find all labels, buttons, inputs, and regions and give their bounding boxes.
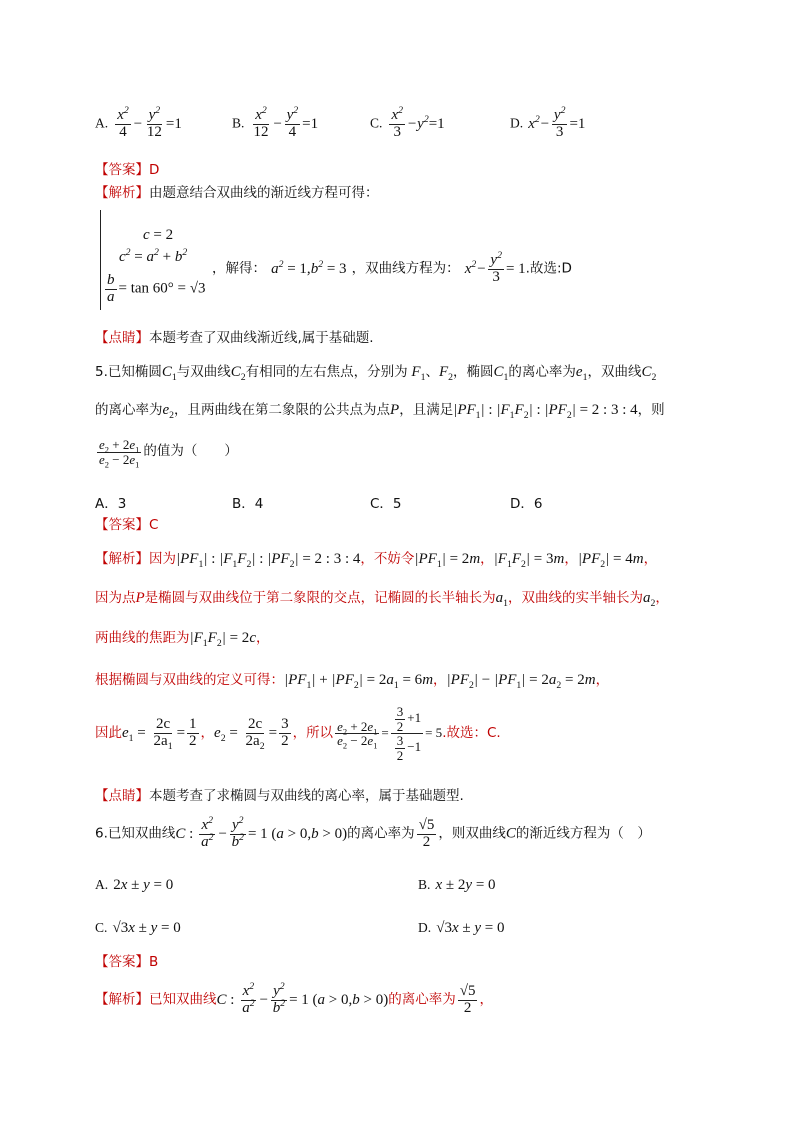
q6-option-c: C. √3x ± y = 0 (95, 920, 181, 936)
comment-label: 【点睛】 (95, 330, 149, 346)
stem-text: 的离心率为 (508, 364, 576, 380)
solution-text: ，不妨令 (360, 551, 415, 567)
stem-text: ，则 (637, 402, 665, 418)
answer-value: B (149, 954, 159, 970)
stem-text: 与双曲线 (176, 364, 231, 380)
solution-text: 根据椭圆与双曲线的定义可得： (95, 672, 284, 688)
option-label: D. (510, 115, 524, 131)
q6-option-d: D. √3x ± y = 0 (418, 920, 505, 936)
q4-option-c: C. $\frac{x^2}{3}$ $-y^2=1$ (370, 105, 445, 140)
option-label: B. (418, 877, 431, 892)
stem-text: ，椭圆 (453, 364, 494, 380)
analysis-label: 【解析】 (95, 551, 149, 567)
solve-text: ，解得： (212, 260, 266, 277)
q6-stem: 6.已知双曲线C : $\frac{x^2}{a^2}$ − $\frac{y^2}{b^2}$ = 1 (a > 0,b > 0)的离心率为 $\frac{√5}{2}$ ，则双曲线C的渐近线方程为（ ） (95, 815, 651, 850)
solution-text: 两曲线的焦距为 (95, 630, 190, 646)
stem-text: ，则双曲线 (438, 825, 506, 842)
q4-option-a: A. $\frac{x^2}{4}$ − $\frac{y^2}{12}$ =1 (95, 105, 182, 140)
q6-analysis: 【解析】已知双曲线C : $\frac{x^2}{a^2}$ − $\frac{y^2}{b^2}$ = 1 (a > 0,b > 0)的离心率为 $\frac{√5}{2}$ ， (95, 981, 493, 1016)
solution-text: 因为 (149, 551, 176, 567)
stem-text: 有相同的左右焦点，分别为 (245, 364, 408, 380)
solution-text: 因此 (95, 724, 122, 741)
option-label: C. (370, 115, 383, 131)
stem-text: ，双曲线 (587, 364, 642, 380)
q5-stem-line-1: 5.已知椭圆$C_1$与双曲线$C_2$有相同的左右焦点，分别为 $F_1$、$F_2$，椭圆$C_1$的离心率为$e_1$，双曲线$C_2$ (95, 364, 657, 383)
q6-answer (95, 950, 158, 970)
comment-text: 本题考查了求椭圆与双曲线的离心率，属于基础题型. (149, 788, 464, 804)
q4-option-b: B. $\frac{x^2}{12}$ − $\frac{y^2}{4}$ =1 (232, 105, 319, 140)
q5-solution-line-4: 根据椭圆与双曲线的定义可得：$|PF_1| + |PF_2| = 2a_1 = 6m$，$|PF_2| - |PF_1| = 2a_2 = 2m$， (95, 672, 610, 691)
q5-solution-line-1: 【解析】因为$|PF_1|$ : $|F_1F_2|$ : $|PF_2| = 2$ : 3 : 4，不妨令$|PF_1| = 2m$，$|F_1F_2| = 3m$，$|PF_2| = 4m$， (95, 551, 658, 570)
answer-label: 【答案】 (95, 517, 149, 533)
analysis-text: 由题意结合双曲线的渐近线方程可得： (149, 185, 379, 201)
q5-stem-line-3: $\frac{e_2 + 2e_1}{e_2 - 2e_1}$ 的值为（ ） (99, 437, 238, 470)
solution-text: 所以 (306, 724, 334, 741)
q5-solution-line-3: 两曲线的焦距为$|F_1F_2| = 2c$， (95, 630, 270, 649)
solution-text: .故选：C. (442, 724, 501, 741)
analysis-text: 的离心率为 (388, 991, 456, 1008)
stem-text: 的离心率为 (347, 825, 415, 842)
stem-text: 5.已知椭圆 (95, 364, 162, 380)
choose-text: .故选:D (525, 260, 572, 277)
option-label: D. (418, 920, 432, 935)
q5-stem-line-2: 的离心率为$e_2$，且两曲线在第二象限的公共点为点P，且满足$|PF_1|$ : $|F_1F_2|$ : $|PF_2| = 2$ : 3 : 4，则 (95, 402, 665, 421)
stem-text: 的渐近线方程为（ ） (515, 825, 651, 842)
option-label: A. (95, 115, 109, 131)
comment-label: 【点睛】 (95, 788, 149, 804)
q6-option-a: A. 2x ± y = 0 (95, 877, 174, 893)
system-eq-3: $\frac{b}{a}$ = tan 60° = √3 (107, 272, 206, 305)
analysis-text: 已知双曲线 (149, 991, 217, 1008)
q4-option-d: D. $x^2-$ $\frac{y^2}{3}$ =1 (510, 105, 586, 140)
comment-text: 本题考查了双曲线渐近线,属于基础题. (149, 330, 374, 346)
q6-option-b: B. x ± 2y = 0 (418, 877, 496, 893)
option-label: A. (95, 877, 109, 892)
q5-option-d: D．6 (510, 496, 543, 512)
q4-answer (95, 158, 159, 178)
q4-comment (95, 326, 374, 346)
stem-text: ，且两曲线在第二象限的公共点为点 (174, 402, 391, 418)
answer-label: 【答案】 (95, 954, 149, 970)
stem-text: 6.已知双曲线 (95, 825, 176, 842)
q4-analysis (95, 181, 379, 201)
stem-text: 的离心率为 (95, 402, 163, 418)
analysis-label: 【解析】 (95, 991, 149, 1008)
q5-option-c: C．5 (370, 496, 402, 512)
stem-text: 的值为（ ） (143, 443, 238, 460)
solution-text: ，双曲线的实半轴长为 (508, 590, 644, 606)
q5-solution-line-5: 因此$e_1$ = $\frac{2c}{2a_1}$ = $\frac{1}{2}$ ，$e_2$ = $\frac{2c}{2a_2}$ = $\frac{3}{2}$ ，所以 $\frac{e_2 + 2e_1}{e_2 - 2e_1}$ = $\frac{3}{2}$ +1 $\frac{3}{2}$ −1 = 5.故选：C. (95, 704, 501, 763)
q5-option-a: A．3 (95, 496, 127, 512)
answer-value: C (149, 517, 159, 533)
equation-text: ，双曲线方程为： (351, 260, 460, 277)
option-label: B. (232, 115, 245, 131)
option-label: C. (95, 920, 108, 935)
answer-label: 【答案】 (95, 162, 149, 178)
system-eq-2: $c^2 = a^2 + b^2$ (119, 247, 188, 265)
q4-solution-line: ，解得： $a^2 = 1,b^2 = 3$ ，双曲线方程为： $x^2-$ $\frac{y^2}{3}$ = 1.故选:D (212, 250, 572, 285)
stem-text: ，且满足 (399, 402, 454, 418)
answer-value: D (149, 162, 160, 178)
analysis-label: 【解析】 (95, 185, 149, 201)
solution-text: 因为点 (95, 590, 136, 606)
q5-comment (95, 784, 464, 804)
q5-answer (95, 513, 158, 533)
q5-solution-line-2: 因为点P是椭圆与双曲线位于第二象限的交点，记椭圆的长半轴长为$a_1$，双曲线的实半轴长为$a_2$， (95, 590, 669, 609)
q5-option-b: B．4 (232, 496, 264, 512)
solution-text: 是椭圆与双曲线位于第二象限的交点，记椭圆的长半轴长为 (144, 590, 496, 606)
system-eq-1: c = 2 (143, 227, 174, 243)
